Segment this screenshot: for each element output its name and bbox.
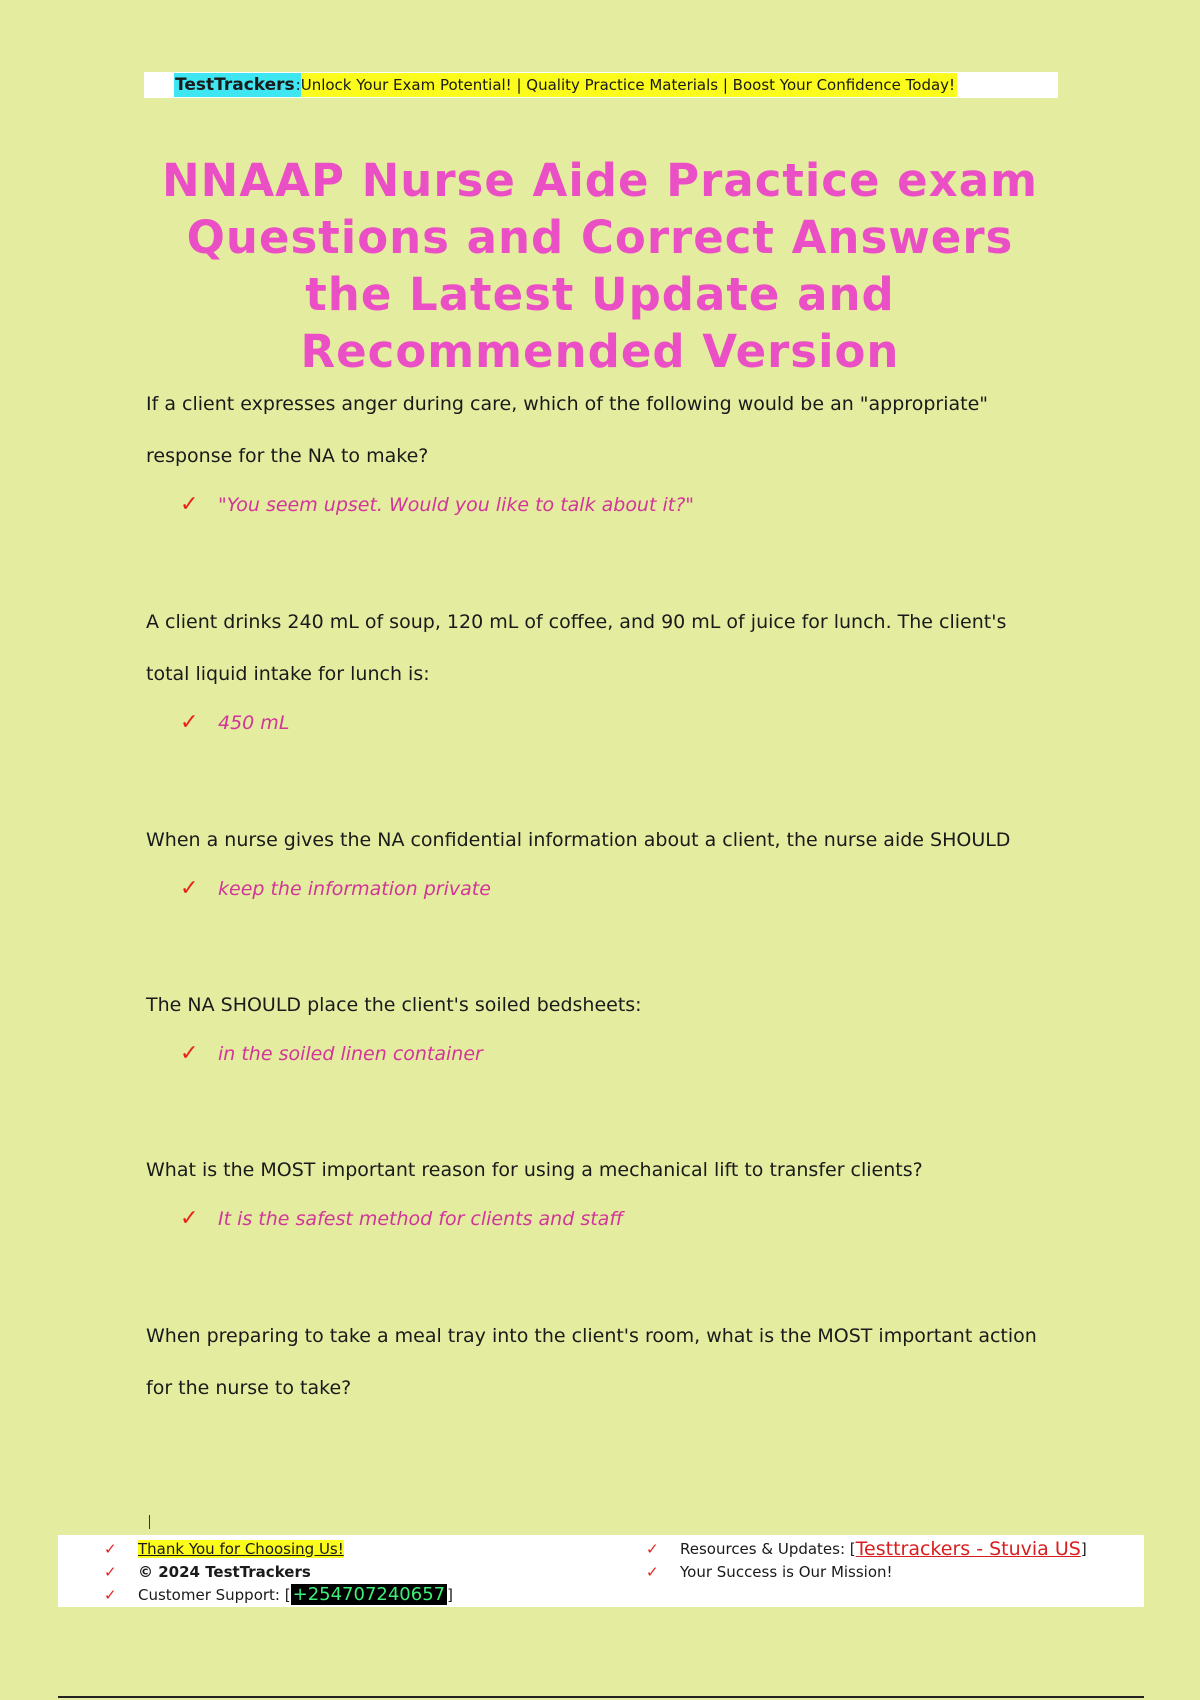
answer-row <box>180 492 1046 517</box>
answer-row <box>180 1206 1046 1231</box>
question-line: The NA SHOULD place the client's soiled bedsheets: <box>146 994 642 1016</box>
footer <box>58 1535 1144 1607</box>
qa-item <box>146 1144 1046 1231</box>
answer-text: It is the safest method for clients and staff <box>218 1207 624 1230</box>
resources-link[interactable]: Testtrackers - Stuvia US <box>855 1537 1081 1560</box>
check-icon: ✓ <box>180 492 199 517</box>
question-line: What is the MOST important reason for using a mechanical lift to transfer clients? <box>146 1159 923 1181</box>
check-icon: ✓ <box>646 1562 659 1581</box>
qa-item <box>146 814 1046 901</box>
check-icon: ✓ <box>104 1585 117 1604</box>
copyright-text: © 2024 TestTrackers <box>138 1562 311 1581</box>
check-icon: ✓ <box>180 876 199 901</box>
brand-colon: : <box>296 73 301 97</box>
answer-row <box>180 1041 1046 1066</box>
check-icon: ✓ <box>646 1539 659 1558</box>
text-cursor <box>149 1515 150 1529</box>
answer-text: "You seem upset. Would you like to talk about it?" <box>218 493 695 516</box>
support-phone[interactable]: +254707240657 <box>292 1584 446 1605</box>
footer-row <box>104 1560 453 1583</box>
question-line: If a client expresses anger during care, which of the following would be an "appropriate" <box>146 393 988 415</box>
check-icon: ✓ <box>104 1539 117 1558</box>
check-icon: ✓ <box>180 1041 199 1066</box>
banner-tagline: Unlock Your Exam Potential! | Quality Practice Materials | Boost Your Confidence Today! <box>301 73 957 97</box>
check-icon: ✓ <box>180 710 199 735</box>
answer-row <box>180 876 1046 901</box>
footer-right <box>646 1537 1087 1583</box>
qa-item <box>146 1310 1046 1414</box>
resources-label: Resources & Updates: [ <box>680 1539 856 1558</box>
brand-name: TestTrackers <box>175 75 295 95</box>
header-banner <box>144 72 1058 98</box>
check-icon: ✓ <box>104 1562 117 1581</box>
question-line: for the nurse to take? <box>146 1377 352 1399</box>
thank-you-text: Thank You for Choosing Us! <box>138 1539 344 1558</box>
answer-text: 450 mL <box>218 711 290 734</box>
page-divider <box>58 1696 1144 1698</box>
answer-row <box>180 710 1046 735</box>
question-line: When a nurse gives the NA confidential information about a client, the nurse aide SHOULD <box>146 829 1011 851</box>
document-title: NNAAP Nurse Aide Practice exam Questions and Correct Answers the Latest Update and Recommended Version <box>162 154 1038 378</box>
question-line: When preparing to take a meal tray into the client's room, what is the MOST important action <box>146 1325 1037 1347</box>
mission-text: Your Success is Our Mission! <box>680 1562 893 1581</box>
answer-text: in the soiled linen container <box>218 1042 483 1065</box>
footer-row <box>646 1560 1087 1583</box>
question-line: total liquid intake for lunch is: <box>146 663 430 685</box>
footer-row <box>646 1537 1087 1560</box>
support-close: ] <box>447 1585 453 1604</box>
footer-left <box>104 1537 453 1606</box>
question-line: response for the NA to make? <box>146 445 429 467</box>
qa-item <box>146 378 1046 517</box>
check-icon: ✓ <box>180 1206 199 1231</box>
footer-row <box>104 1537 453 1560</box>
question-line: A client drinks 240 mL of soup, 120 mL of coffee, and 90 mL of juice for lunch. The client's <box>146 611 1007 633</box>
resources-close: ] <box>1080 1539 1087 1558</box>
qa-item <box>146 596 1046 735</box>
footer-row <box>104 1583 453 1606</box>
qa-item <box>146 979 1046 1066</box>
answer-text: keep the information private <box>218 877 491 900</box>
support-label: Customer Support: [ <box>138 1585 291 1604</box>
